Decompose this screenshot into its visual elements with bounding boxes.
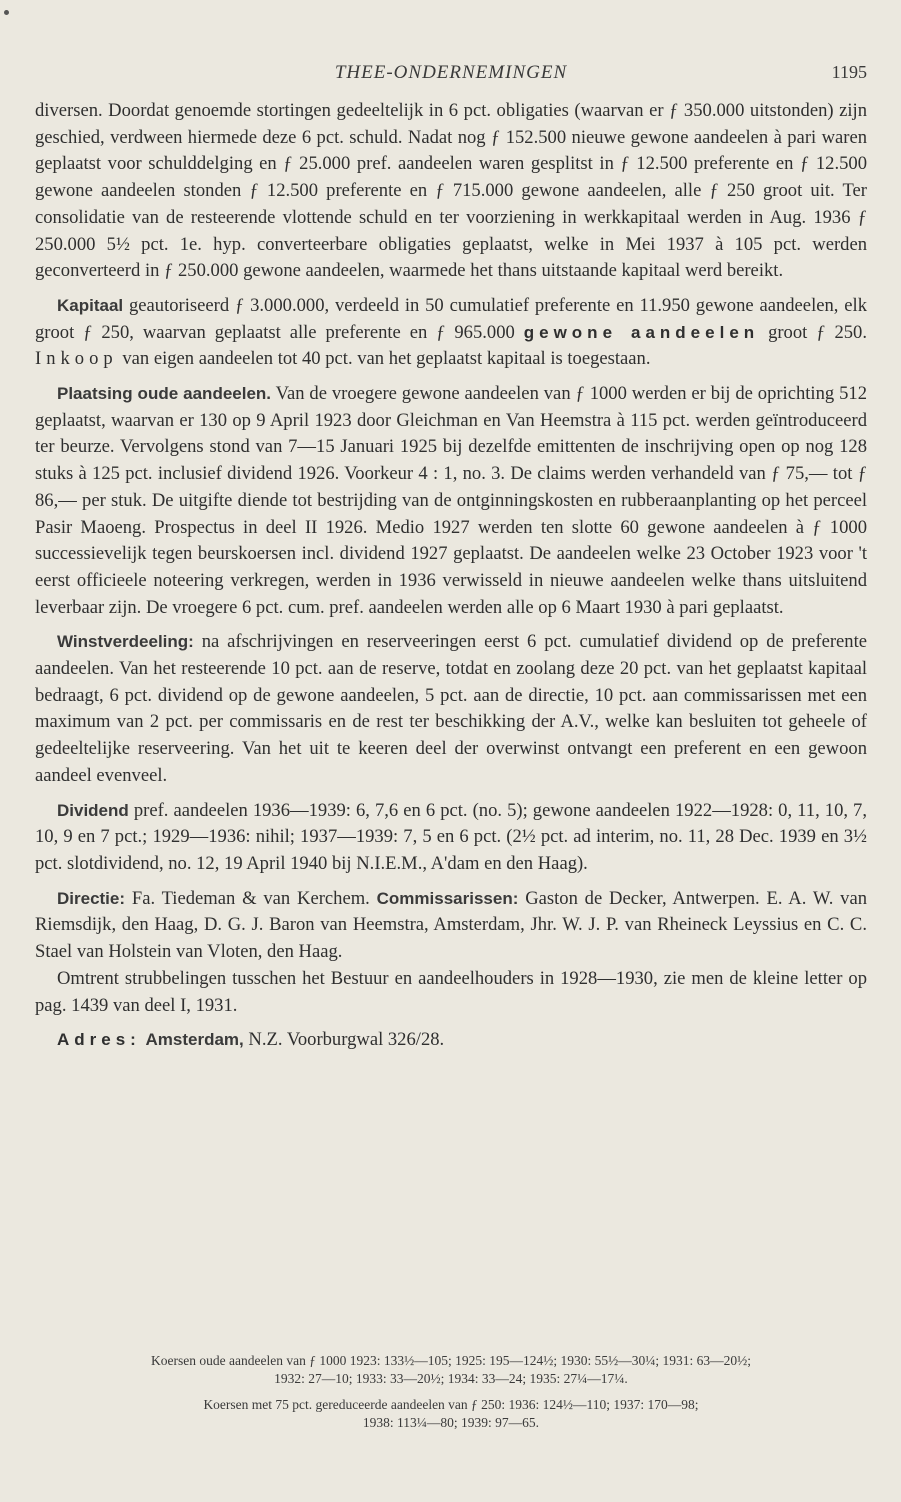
plaatsing-text: Van de vroegere gewone aandeelen van ƒ 1000 werden er bij de oprichting 512 geplaatst, waarvan er 130 op 9 April 1923 door Gleichman en Van Heemstra à 115 pct. werden geïntroduceerd ter beurze. Vervolgens stond van 7—15 Januari 1925 bij dezelfde emittenten de inschrijving open op nog 128 stuks à 125 pct. inclusief dividend 1926. Voorkeur 4 : 1, no. 3. De claims werden verhandeld van ƒ 75,— tot ƒ 86,— per stuk. De uitgifte diende tot bestrijding van de ontginningskosten en rubberaanplanting op het perceel Pasir Maoeng. Prospectus in deel II 1926. Medio 1927 werden ten slotte 60 gewone aandeelen à ƒ 1000 successievelijk tegen beurskoersen incl. dividend 1927 geplaatst. De aandeelen welke 23 October 1923 voor 't eerst officieele noteering verkregen, werden in 1936 verwisseld in nieuwe aandeelen welke thans uitsluitend leverbaar zijn. De vroegere 6 pct. cum. pref. aandeelen werden alle op 6 Maart 1930 à pari geplaatst.	[35, 383, 867, 618]
kapitaal-text-1: geautoriseerd ƒ 3.000.000, verdeeld in 50 cumulatief preferente en 11.950 gewone aandeelen, elk groot ƒ 250, waarvan geplaatst alle preferente en ƒ 965.000	[35, 294, 867, 343]
footnote-koersen-75	[35, 1396, 867, 1432]
winst-text: na afschrijvingen en reserveeringen eerst 6 pct. cumulatief dividend op de preferente aandeelen. Van het resteerende 10 pct. aan de reserve, totdat en zoolang deze 20 pct. van het geplaatst kapitaal bedraagt, 6 pct. dividend op de gewone aandeelen, 5 pct. aan de directie, 10 pct. aan commissarissen met een maximum van 2 pct. per commissaris en de rest ter beschikking der A.V., welke kan besluiten tot geheele of gedeeltelijke reserveering. Van het uit te keeren deel der overwinst ontvangt een preferent en een gewoon aandeel evenveel.	[35, 631, 867, 786]
dividend-heading: Dividend	[57, 800, 129, 820]
kapitaal-text-2: groot ƒ 250.	[759, 321, 867, 343]
dividend-paragraph	[35, 798, 867, 878]
footnote-koersen-75-line-2: 1938: 113¼—80; 1939: 97—65.	[362, 1415, 540, 1430]
directie-paragraph	[35, 886, 867, 966]
page-header	[35, 62, 867, 86]
intro-paragraph: diversen. Doordat genoemde stortingen gedeeltelijk in 6 pct. obligaties (waarvan er ƒ 350.000 uitstonden) zijn geschied, verdween hiermede deze 6 pct. schuld. Nadat nog ƒ 152.500 nieuwe gewone aandeelen à pari waren geplaatst voor schulddelging en ƒ 25.000 pref. aandeelen waren gesplitst in ƒ 12.500 preferente en ƒ 12.500 gewone aandeelen stonden ƒ 12.500 preferente en ƒ 715.000 gewone aandeelen, alle ƒ 250 groot uit. Ter consolidatie van de resteerende vlottende schuld en ter voorziening in werkkapitaal werden in Aug. 1936 ƒ 250.000 5½ pct. 1e. hyp. converteerbare obligaties geplaatst, welke in Mei 1937 à 105 pct. werden geconverteerd in ƒ 250.000 gewone aandeelen, waarmede het thans uitstaande kapitaal werd bereikt.	[35, 100, 867, 282]
kapitaal-inkoop: Inkoop	[35, 348, 118, 370]
kapitaal-paragraph	[35, 293, 867, 373]
body-text	[35, 98, 867, 1054]
scan-speck	[4, 10, 9, 15]
footnote-koersen-75-line-1: Koersen met 75 pct. gereduceerde aandeelen van ƒ 250: 1936: 124½—110; 1937: 170—98;	[203, 1397, 699, 1412]
adres-text: N.Z. Voorburgwal 326/28.	[243, 1029, 445, 1051]
omtrent-paragraph: Omtrent strubbelingen tusschen het Bestuur en aandeelhouders in 1928—1930, zie men de kleine letter op pag. 1439 van deel I, 1931.	[35, 967, 867, 1016]
footnote-koersen-oude-line-1: Koersen oude aandeelen van ƒ 1000 1923: 133½—105; 1925: 195—124½; 1930: 55½—30¼; 1931: 63—20½;	[151, 1353, 751, 1368]
commissarissen-text: Gaston de Decker, Antwerpen. E. A. W. van Riemsdijk, den Haag, D. G. J. Baron van Heemstra, Amsterdam, Jhr. W. J. P. van Rheineck Leyssius en C. C. Stael van Holstein van Vloten, den Haag.	[35, 887, 868, 963]
commissarissen-heading: Commissarissen:	[376, 888, 519, 908]
winst-paragraph	[35, 629, 867, 789]
adres-city: Amsterdam,	[145, 1030, 244, 1050]
plaatsing-heading: Plaatsing oude aandeelen.	[57, 384, 272, 404]
kapitaal-spaced: gewone aandeelen	[523, 322, 760, 342]
kapitaal-heading: Kapitaal	[57, 295, 124, 315]
page-number: 1195	[831, 62, 867, 82]
footnote-koersen-oude	[35, 1352, 867, 1388]
plaatsing-paragraph	[35, 381, 867, 621]
kapitaal-text-3: van eigen aandeelen tot 40 pct. van het geplaatst kapitaal is toegestaan.	[117, 348, 651, 370]
running-title: THEE-ONDERNEMINGEN	[334, 62, 568, 83]
winst-heading: Winstverdeeling:	[57, 632, 194, 652]
footnotes	[35, 1352, 867, 1432]
footnote-koersen-oude-line-2: 1932: 27—10; 1933: 33—20½; 1934: 33—24; 1935: 27¼—17¼.	[274, 1371, 628, 1386]
dividend-text: pref. aandeelen 1936—1939: 6, 7,6 en 6 pct. (no. 5); gewone aandeelen 1922—1928: 0, 11, 10, 7, 10, 9 en 7 pct.; 1929—1936: nihil; 1937—1939: 7, 5 en 6 pct. (2½ pct. ad interim, no. 11, 28 Dec. 1939 en 3½ pct. slotdividend, no. 12, 19 April 1940 bij N.I.E.M., A'dam en den Haag).	[35, 799, 867, 874]
directie-text: Fa. Tiedeman & van Kerchem.	[125, 887, 377, 909]
adres-paragraph	[35, 1027, 867, 1054]
adres-label: Adres:	[57, 1030, 141, 1050]
directie-heading: Directie:	[57, 888, 126, 908]
